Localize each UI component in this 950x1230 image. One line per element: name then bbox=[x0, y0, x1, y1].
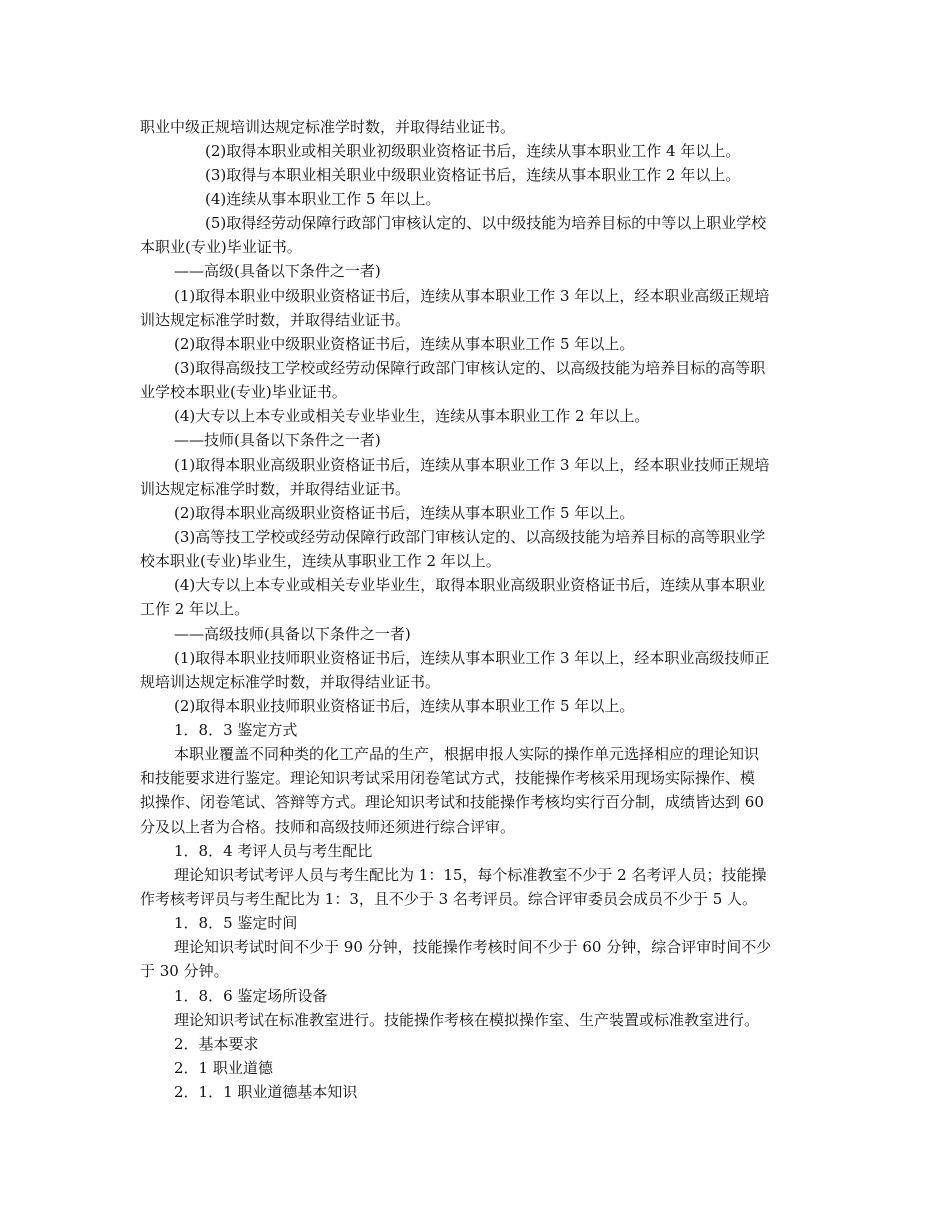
text-line: (2)取得本职业高级职业资格证书后，连续从事本职业工作 5 年以上。 bbox=[174, 504, 635, 522]
section-heading: ——高级技师(具备以下条件之一者) bbox=[174, 625, 411, 643]
text-line: (1)取得本职业高级职业资格证书后，连续从事本职业工作 3 年以上，经本职业技师正规培 bbox=[174, 456, 770, 474]
section-heading: 1．8．4 考评人员与考生配比 bbox=[174, 842, 373, 860]
text-line: (3)高等技工学校或经劳动保障行政部门审核认定的、以高级技能为培养目标的高等职业学 bbox=[174, 528, 766, 546]
text-line: (1)取得本职业中级职业资格证书后，连续从事本职业工作 3 年以上，经本职业高级正规培 bbox=[174, 287, 770, 305]
text-line: 分及以上者为合格。技师和高级技师还须进行综合评审。 bbox=[140, 818, 516, 836]
text-line: (3)取得高级技工学校或经劳动保障行政部门审核认定的、以高级技能为培养目标的高等职 bbox=[174, 359, 766, 377]
text-line: (2)取得本职业技师职业资格证书后，连续从事本职业工作 5 年以上。 bbox=[174, 697, 635, 715]
text-line: 规培训达规定标准学时数，并取得结业证书。 bbox=[140, 673, 441, 691]
text-line: 和技能要求进行鉴定。理论知识考试采用闭卷笔试方式，技能操作考核采用现场实际操作、模 bbox=[140, 769, 756, 787]
text-line: (4)大专以上本专业或相关专业毕业生，连续从事本职业工作 2 年以上。 bbox=[174, 407, 650, 425]
text-line: 训达规定标准学时数，并取得结业证书。 bbox=[140, 480, 411, 498]
text-line: (2)取得本职业或相关职业初级职业资格证书后，连续从事本职业工作 4 年以上。 bbox=[205, 142, 741, 160]
text-line: (2)取得本职业中级职业资格证书后，连续从事本职业工作 5 年以上。 bbox=[174, 335, 635, 353]
text-line: 训达规定标准学时数，并取得结业证书。 bbox=[140, 311, 411, 329]
text-line: 于 30 分钟。 bbox=[140, 962, 229, 980]
section-heading: 2．1．1 职业道德基本知识 bbox=[174, 1083, 358, 1101]
text-line: 理论知识考试时间不少于 90 分钟，技能操作考核时间不少于 60 分钟，综合评审时间不少 bbox=[174, 938, 772, 956]
text-line: 理论知识考试考评人员与考生配比为 1：15，每个标准教室不少于 2 名考评人员；技能操 bbox=[174, 866, 767, 884]
text-line: (5)取得经劳动保障行政部门审核认定的、以中级技能为培养目标的中等以上职业学校 bbox=[205, 214, 767, 232]
text-line: 业学校本职业(专业)毕业证书。 bbox=[140, 383, 347, 401]
text-line: 校本职业(专业)毕业生，连续从事职业工作 2 年以上。 bbox=[140, 552, 501, 570]
text-line: (3)取得与本职业相关职业中级职业资格证书后，连续从事本职业工作 2 年以上。 bbox=[205, 166, 741, 184]
text-line: 工作 2 年以上。 bbox=[140, 600, 250, 618]
section-heading: 2．1 职业道德 bbox=[174, 1059, 273, 1077]
text-line: (1)取得本职业技师职业资格证书后，连续从事本职业工作 3 年以上，经本职业高级技师正 bbox=[174, 649, 770, 667]
section-heading: 2．基本要求 bbox=[174, 1035, 259, 1053]
section-heading: 1．8．6 鉴定场所设备 bbox=[174, 987, 328, 1005]
section-heading: ——技师(具备以下条件之一者) bbox=[174, 431, 381, 449]
section-heading: ——高级(具备以下条件之一者) bbox=[174, 262, 381, 280]
text-line: (4)连续从事本职业工作 5 年以上。 bbox=[205, 190, 441, 208]
text-line: 本职业覆盖不同种类的化工产品的生产，根据申报人实际的操作单元选择相应的理论知识 bbox=[174, 745, 760, 763]
text-line: 本职业(专业)毕业证书。 bbox=[140, 238, 302, 256]
text-line: (4)大专以上本专业或相关专业毕业生，取得本职业高级职业资格证书后，连续从事本职业 bbox=[174, 576, 766, 594]
section-heading: 1．8．5 鉴定时间 bbox=[174, 914, 298, 932]
text-line: 作考核考评员与考生配比为 1：3，且不少于 3 名考评员。综合评审委员会成员不少于 5 人。 bbox=[140, 890, 758, 908]
section-heading: 1．8．3 鉴定方式 bbox=[174, 721, 298, 739]
text-line: 拟操作、闭卷笔试、答辩等方式。理论知识考试和技能操作考核均实行百分制，成绩皆达到 60 bbox=[140, 793, 764, 811]
text-line: 理论知识考试在标准教室进行。技能操作考核在模拟操作室、生产装置或标准教室进行。 bbox=[174, 1011, 760, 1029]
text-line: 职业中级正规培训达规定标准学时数，并取得结业证书。 bbox=[140, 118, 516, 136]
